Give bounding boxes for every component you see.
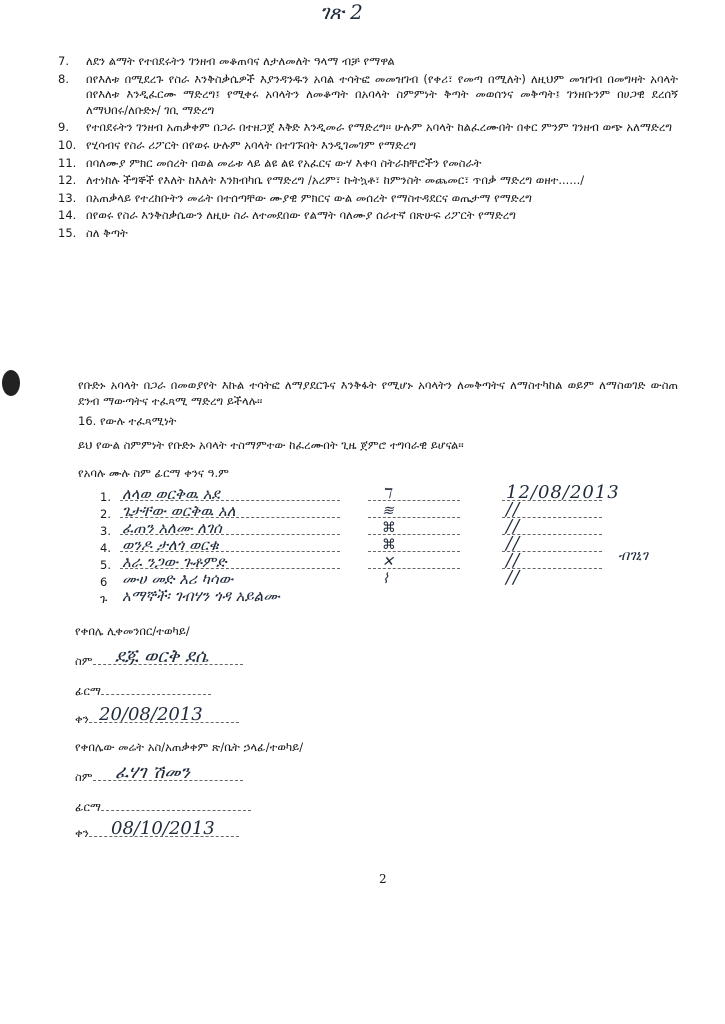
page-number: 2: [379, 872, 387, 886]
list-item: 14. በየወሩ የስራ እንቅስቃሴውን ለዚሁ ስራ ለተመደበው የልማት ባለሙያ ሰራተኛ በጽሁፍ ሪፖርት የማድረግ: [58, 208, 516, 223]
member-date: //: [506, 516, 521, 537]
table-row: 6 ሙሀ መድ እሪ ካሳው ⌇ //: [100, 567, 521, 589]
receiver-date-value: 20/08/2013: [99, 704, 203, 725]
table-row: 4. ወንዶ ታለጎ ወርቁ ⌘ //: [100, 539, 680, 556]
member-signature: ⌘: [382, 520, 396, 536]
member-name: ፈጠን አለሙ ለገሰ: [122, 519, 222, 537]
office-name-field: ስም ፈሃገ ሽመን: [75, 770, 243, 785]
receiver-date-field: ቀን 20/08/2013: [75, 712, 239, 727]
member-date: 12/08/2013: [506, 482, 620, 503]
list-item: 11. በባለሙያ ምክር መሰረት በወል መሬቱ ላይ ልዩ ልዩ የአፈርና ውሃ እቀባ ስትራክቸሮችን የመስራት: [58, 155, 482, 170]
handwritten-page-mark: ገጽ 2: [320, 0, 363, 24]
penalty-paragraph: የቡድኑ አባላት በጋራ በመወያየት እኩል ተሳትፎ ለማያደርጉና እንቅፋት የሚሆኑ አባላትን ለመቅጣትና ለማስተካከል ወይም ለማስወገድ ውስጠ ደንብ ማውጣትና ተፈጻሚ ማድረግ ይችላሉ፡፡: [78, 378, 678, 408]
table-row: 5. እራ ንጋው ጉቶምድ ✕ //: [100, 556, 680, 573]
member-signature: ⌘: [382, 537, 396, 553]
member-name: ለላወ ወርቅዉ አደ: [122, 485, 220, 503]
table-row: 1. ለላወ ወርቅዉ አደ ℸ 12/08/2013: [100, 482, 620, 504]
member-name: እራ ንጋው ጉቶምድ: [122, 553, 227, 571]
members-header: የአባሉ ሙሉ ስም ፊርማ ቀንና ዓ.ም: [78, 466, 229, 480]
member-name: ወንዶ ታለጎ ወርቁ: [122, 536, 219, 554]
list-item: 10. የሂሳብና የስራ ሪፖርት በየወሩ ሁሉም አባላት በተገኙበት እንዲገመገም የማድረግ: [58, 137, 417, 152]
member-date: //: [506, 550, 521, 571]
member-signature-table: [100, 482, 680, 607]
member-date: //: [506, 499, 521, 520]
office-date-value: 08/10/2013: [111, 818, 215, 839]
table-row: ጉ አማኞች፡ ገብሃን ጎዳ አይልሙ: [100, 587, 280, 606]
list-item: 13. በአጠቃላይ የተረከቡትን መሬት በተሰጣቸው ሙያዊ ምክርና ውል መሰረት የማስተዳደርና ወጤታማ የማድረግ: [58, 190, 532, 205]
side-note: ብገኒገ: [618, 548, 648, 564]
member-name: ጌታቸው ወርቅዉ አለ: [122, 502, 236, 520]
list-item: 8. በየእለቱ በሚደረጉ የስራ እንቅስቃሴዎች እያንዳንዱን አባል ተሳትፎ መመዝገብ (የቀሪ፣ የመጣ በሚለት) ለዚህም መዝገብ በመግዛት አባላት በየእለቱ እንዲፈርሙ ማድረግ፤ የሚቀሩ አባላትን ለመቆጣት በአባላት ስምምነት ቅጣት መወሰንና መቅጣት፤ ገንዘቡንም በሀጋዊ ደረሰኝ ለማህበሩ/ለቡድኑ/ ገቢ ማድረግ: [58, 71, 678, 117]
table-row: 3. ፈጠን አለሙ ለገሰ ⌘ //: [100, 522, 680, 539]
member-name: አማኞች፡ ገብሃን ጎዳ አይልሙ: [122, 587, 280, 605]
table-row: 2. ጌታቸው ወርቅዉ አለ ≋ //: [100, 505, 680, 522]
list-item: 7. ለደን ልማት የተበደሩትን ገንዘብ መቆጠባና ለታለመለት ዓላማ ብቻ የማዋል: [58, 54, 395, 68]
member-signature: ℸ: [382, 486, 392, 502]
receiver-name-value: ደጁ ወርቅ ደሴ: [115, 646, 209, 667]
section-16-text: ይህ የውል ስምምነት የቡድኑ አባላት ተስማምተው ከፈረሙበት ጊዜ ጀምሮ ተግባራዊ ይሆናል፡፡: [78, 438, 464, 452]
receiver-sign-field: ፊርማ: [75, 684, 211, 699]
list-item: 9. የተበደሩትን ገንዘብ አጠቃቀም በጋራ በተዘጋጀ እቅድ እንዲመራ የማድረግ፡፡ ሁሉም አባላት ከልፈረሙበት በቀር ምንም ገንዘብ ወጭ አለማድረግ: [58, 120, 672, 135]
punch-hole: [2, 370, 20, 396]
office-sign-field: ፊርማ: [75, 800, 251, 815]
list-item: 12. ለተነከሉ ችግኞች የእለት ከእለት እንክብካቤ የማድረግ /አረም፣ ኩትኳቶ፣ ከምንስት መጨመር፣ ጥበቃ ማድረግ ወዘተ....../: [58, 173, 585, 188]
member-signature: ⌇: [382, 571, 389, 587]
member-signature: ✕: [382, 554, 394, 570]
member-date: //: [506, 567, 521, 588]
member-date: //: [506, 533, 521, 554]
receiver-name-field: ስም ደጁ ወርቅ ደሴ: [75, 654, 243, 669]
section-16-title: 16. የውሉ ተፈጻሚነት: [78, 414, 177, 428]
member-signature: ≋: [382, 503, 394, 519]
obligations-list: [58, 54, 678, 244]
receiver-title: የቀበሌ ሊቀመንበር/ተወካይ/: [75, 624, 190, 638]
office-date-field: ቀን 08/10/2013: [75, 826, 239, 841]
office-title: የቀበሌው መሬት አስ/አጠቃቀም ጽ/ቤት ኃላፊ/ተወካይ/: [75, 740, 304, 754]
list-item: 15. ስለ ቅጣት: [58, 225, 128, 240]
office-name-value: ፈሃገ ሽመን: [115, 762, 190, 783]
member-name: ሙሀ መድ እሪ ካሳው: [122, 570, 233, 588]
